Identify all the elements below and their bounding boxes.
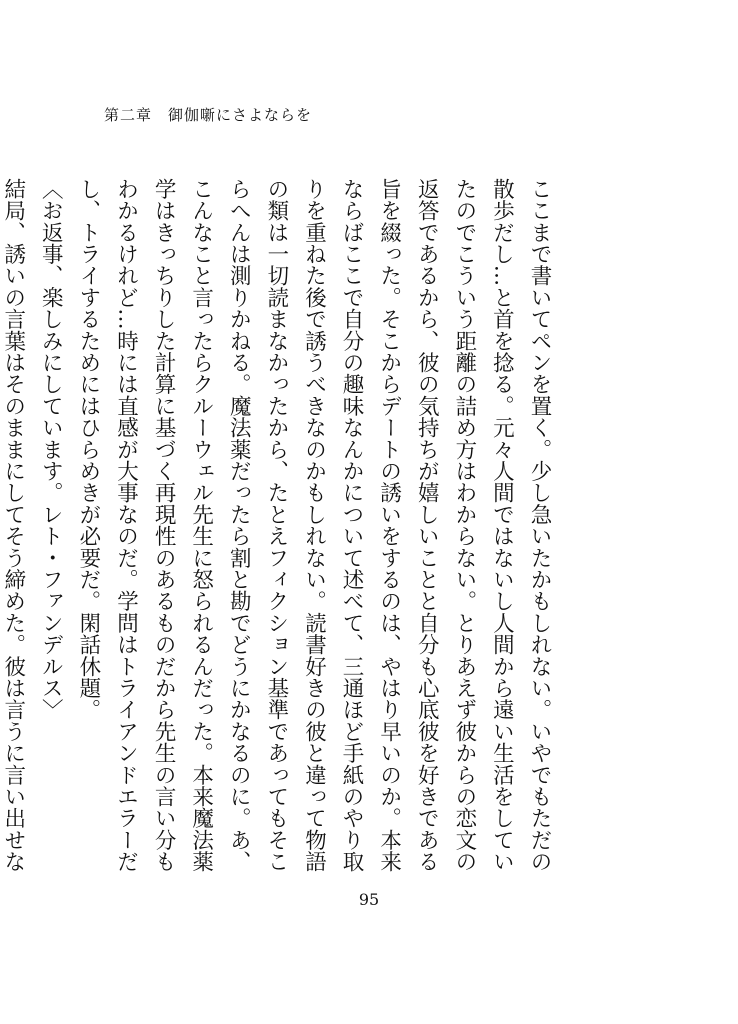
running-header: 第二章 御伽噺にさよならを bbox=[104, 106, 313, 124]
page-number: 95 bbox=[358, 890, 380, 909]
paragraph-1: ここまで書いてペンを置く。少し急いたかもしれない。いやでもただの散歩だし…と首を捻る。元々人間ではないし人間から遠い生活をしていたのでこういう距離の詰め方はわからない。とりあえず彼からの恋文の返答であるから、彼の気持ちが嬉しいことと自分も心底彼を好きである旨を綴った。そこからデートの誘いをするのは、やはり早いのか。本来ならばここで自分の趣味なんかについて述べて、三通ほど手紙のやり取りを重ねた後で誘うべきなのかもしれない。読書好きの彼と違って物語の類は一切読まなかったから、たとえフィクション基準であってもそこらへんは測りかねる。魔法薬だったら割と勘でどうにかなるのに。あ、こんなこと言ったらクルーウェル先生に怒られるんだった。本来魔法薬学はきっちりした計算に基づく再現性のあるものだから先生の言い分もわかるけれど…時には直感が大事なのだ。学問はトライアンドエラーだし、トライするためにはひらめきが必要だ。閑話休題。 bbox=[75, 178, 552, 873]
body-text bbox=[0, 178, 558, 878]
paragraph-2: 〈お返事、楽しみにしています。レト・ファンデルス〉 bbox=[38, 178, 64, 721]
paragraph-3: 結局、誘いの言葉はそのままにしてそう締めた。彼は言うに言い出せな bbox=[0, 178, 26, 873]
